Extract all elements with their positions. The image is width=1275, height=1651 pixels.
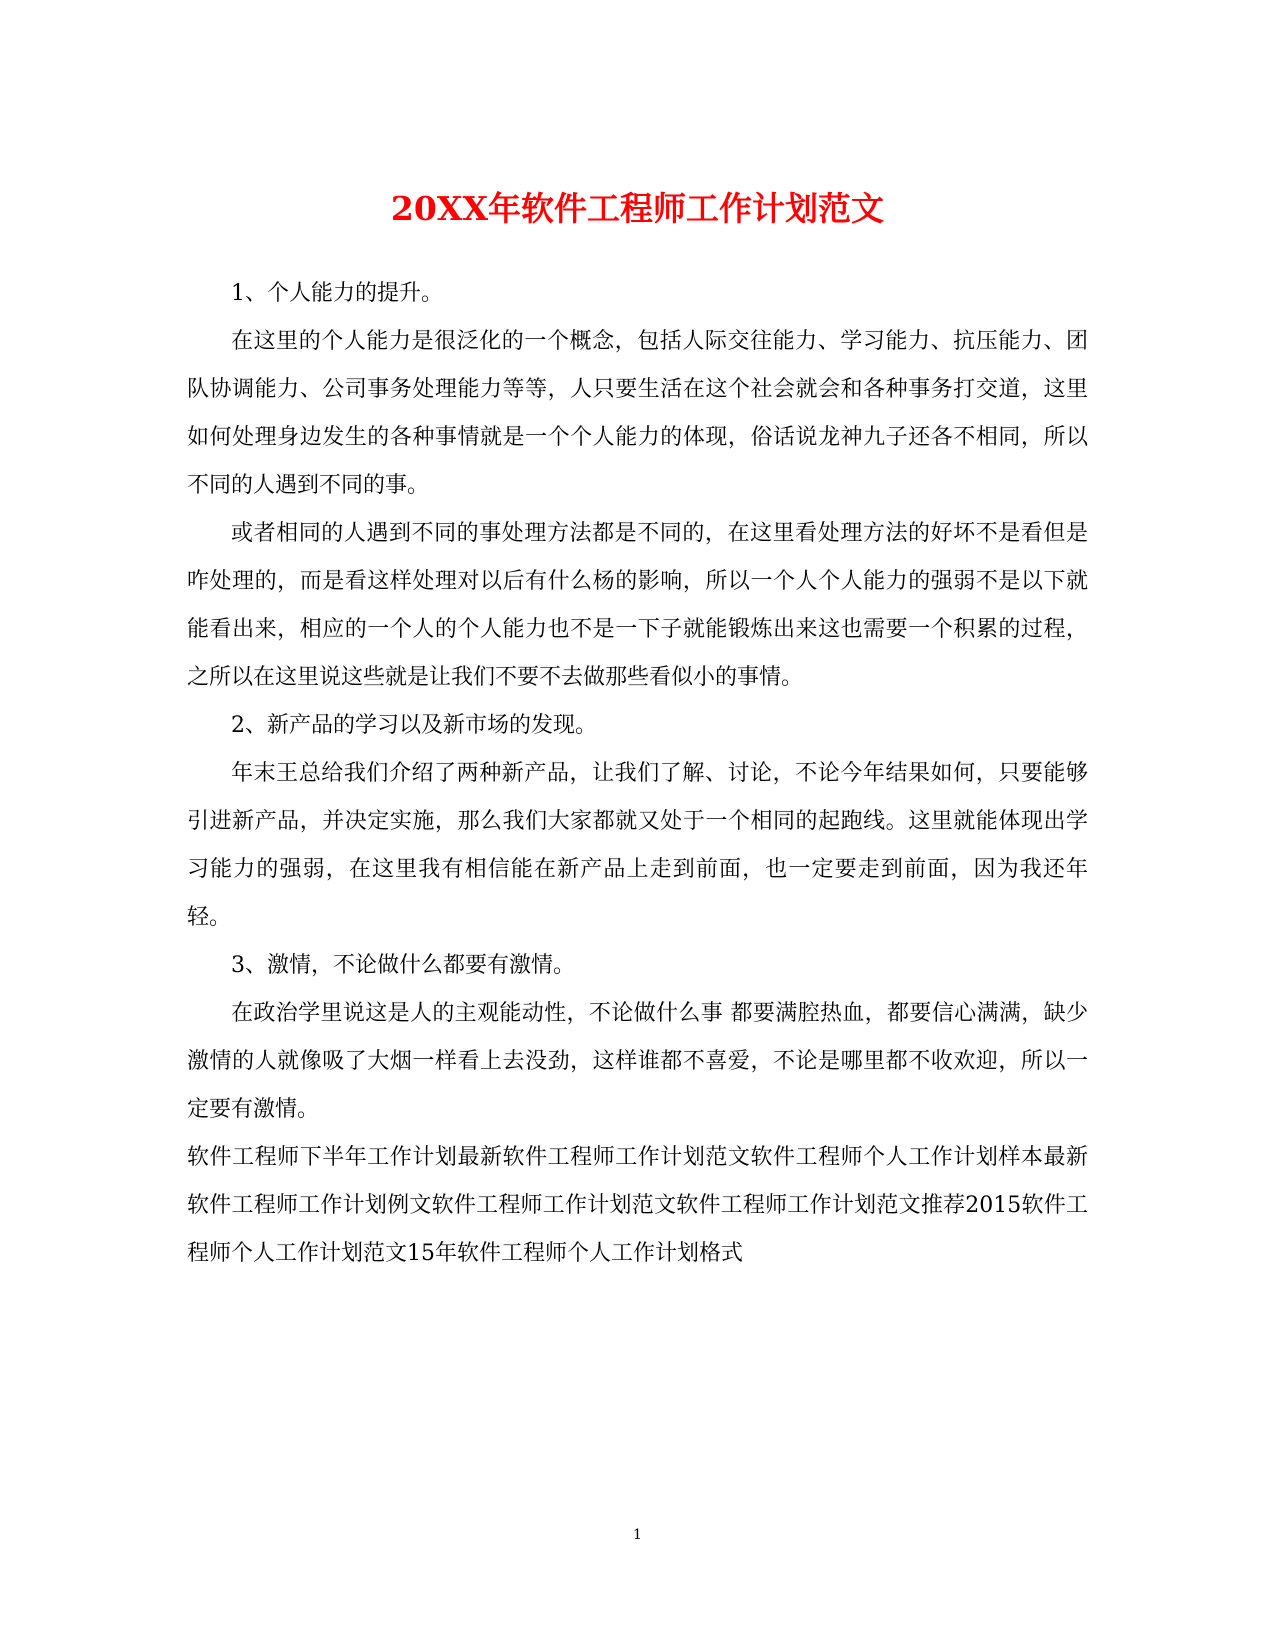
- paragraph-1: 在这里的个人能力是很泛化的一个概念，包括人际交往能力、学习能力、抗压能力、团队协调能力、公司事务处理能力等等，人只要生活在这个社会就会和各种事务打交道，这里如何处理身边发生的各种事情就是一个个人能力的体现，俗话说龙神九子还各不相同，所以不同的人遇到不同的事。: [187, 329, 1088, 498]
- page-number: 1: [633, 1527, 642, 1543]
- document-title: 20XX年软件工程师工作计划范文: [390, 189, 885, 229]
- section-heading-2: 2、新产品的学习以及新市场的发现。: [231, 713, 597, 738]
- paragraph-3: 年末王总给我们介绍了两种新产品，让我们了解、讨论，不论今年结果如何，只要能够引进新产品，并决定实施，那么我们大家都就又处于一个相同的起跑线。这里就能体现出学习能力的强弱，在这里我有相信能在新产品上走到前面，也一定要走到前面，因为我还年轻。: [187, 761, 1088, 930]
- paragraph-2: 或者相同的人遇到不同的事处理方法都是不同的，在这里看处理方法的好坏不是看但是咋处理的，而是看这样处理对以后有什么杨的影响，所以一个人个人能力的强弱不是以下就能看出来，相应的一个人的个人能力也不是一下子就能锻炼出来这也需要一个积累的过程，之所以在这里说这些就是让我们不要不去做那些看似小的事情。: [187, 521, 1088, 690]
- related-links-text: 软件工程师下半年工作计划最新软件工程师工作计划范文软件工程师个人工作计划样本最新软件工程师工作计划例文软件工程师工作计划范文软件工程师工作计划范文推荐2015软件工程师个人工作计划范文15年软件工程师个人工作计划格式: [187, 1145, 1088, 1266]
- paragraph-4: 在政治学里说这是人的主观能动性，不论做什么事 都要满腔热血，都要信心满满，缺少激情的人就像吸了大烟一样看上去没劲，这样谁都不喜爱，不论是哪里都不收欢迎，所以一定要有激情。: [187, 1001, 1088, 1122]
- document-body: [187, 270, 1088, 1278]
- section-heading-1: 1、个人能力的提升。: [231, 281, 443, 306]
- section-heading-3: 3、激情，不论做什么都要有激情。: [231, 953, 575, 978]
